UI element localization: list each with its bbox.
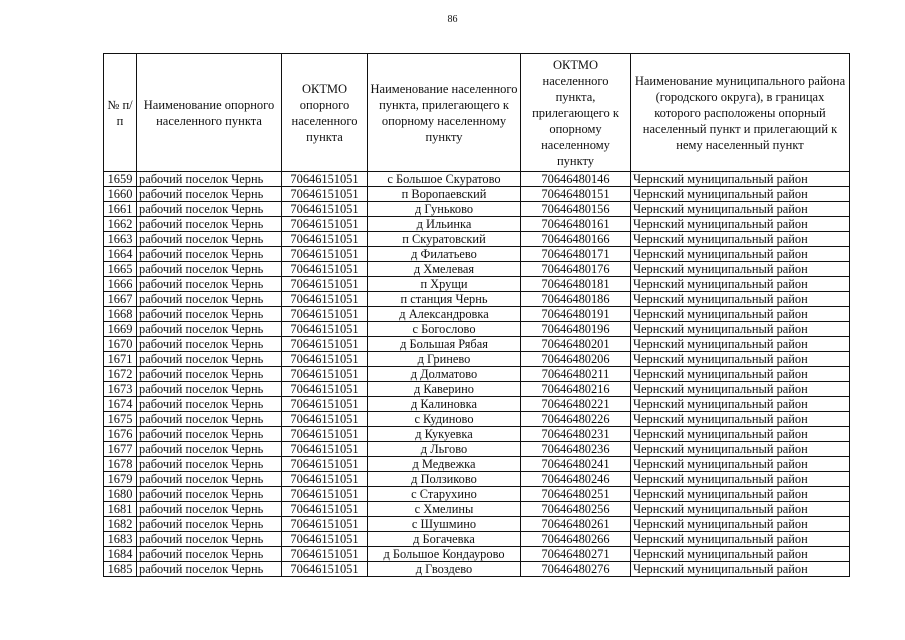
base-oktmo-cell: 70646151051 [282, 472, 368, 487]
adjacent-settlement-cell: д Гуньково [368, 202, 521, 217]
row-number: 1683 [104, 532, 137, 547]
table-row [104, 307, 850, 322]
row-number: 1684 [104, 547, 137, 562]
base-oktmo-cell: 70646151051 [282, 187, 368, 202]
base-oktmo-cell: 70646151051 [282, 277, 368, 292]
adjacent-oktmo-cell: 70646480226 [521, 412, 631, 427]
table-header [104, 54, 850, 172]
row-number: 1685 [104, 562, 137, 577]
adjacent-oktmo-cell: 70646480191 [521, 307, 631, 322]
base-settlement-cell: рабочий поселок Чернь [137, 292, 282, 307]
district-cell: Чернский муниципальный район [631, 487, 850, 502]
base-oktmo-cell: 70646151051 [282, 397, 368, 412]
base-oktmo-cell: 70646151051 [282, 382, 368, 397]
row-number: 1678 [104, 457, 137, 472]
adjacent-oktmo-cell: 70646480206 [521, 352, 631, 367]
base-settlement-cell: рабочий поселок Чернь [137, 442, 282, 457]
header-adjacent-oktmo: ОКТМО населенного пункта, прилегающего к опорному населенному пункту [521, 54, 631, 172]
base-settlement-cell: рабочий поселок Чернь [137, 352, 282, 367]
row-number: 1680 [104, 487, 137, 502]
row-number: 1665 [104, 262, 137, 277]
header-base-settlement: Наименование опорного населенного пункта [137, 54, 282, 172]
table-row [104, 337, 850, 352]
base-oktmo-cell: 70646151051 [282, 322, 368, 337]
district-cell: Чернский муниципальный район [631, 292, 850, 307]
row-number: 1666 [104, 277, 137, 292]
table-row [104, 457, 850, 472]
adjacent-settlement-cell: п Воропаевский [368, 187, 521, 202]
adjacent-oktmo-cell: 70646480156 [521, 202, 631, 217]
table-row [104, 487, 850, 502]
adjacent-oktmo-cell: 70646480216 [521, 382, 631, 397]
adjacent-oktmo-cell: 70646480171 [521, 247, 631, 262]
base-settlement-cell: рабочий поселок Чернь [137, 187, 282, 202]
table-row [104, 202, 850, 217]
row-number: 1662 [104, 217, 137, 232]
row-number: 1661 [104, 202, 137, 217]
adjacent-oktmo-cell: 70646480236 [521, 442, 631, 457]
adjacent-oktmo-cell: 70646480166 [521, 232, 631, 247]
adjacent-settlement-cell: д Гринево [368, 352, 521, 367]
table-row [104, 382, 850, 397]
district-cell: Чернский муниципальный район [631, 442, 850, 457]
adjacent-oktmo-cell: 70646480251 [521, 487, 631, 502]
district-cell: Чернский муниципальный район [631, 397, 850, 412]
table-row [104, 517, 850, 532]
adjacent-oktmo-cell: 70646480161 [521, 217, 631, 232]
row-number: 1671 [104, 352, 137, 367]
base-settlement-cell: рабочий поселок Чернь [137, 322, 282, 337]
district-cell: Чернский муниципальный район [631, 412, 850, 427]
base-settlement-cell: рабочий поселок Чернь [137, 457, 282, 472]
header-row [104, 54, 850, 172]
adjacent-oktmo-cell: 70646480261 [521, 517, 631, 532]
adjacent-oktmo-cell: 70646480276 [521, 562, 631, 577]
header-adjacent-settlement: Наименование населенного пункта, прилегающего к опорному населенному пункту [368, 54, 521, 172]
adjacent-oktmo-cell: 70646480201 [521, 337, 631, 352]
district-cell: Чернский муниципальный район [631, 337, 850, 352]
base-settlement-cell: рабочий поселок Чернь [137, 217, 282, 232]
adjacent-oktmo-cell: 70646480246 [521, 472, 631, 487]
row-number: 1679 [104, 472, 137, 487]
adjacent-settlement-cell: с Хмелины [368, 502, 521, 517]
base-oktmo-cell: 70646151051 [282, 457, 368, 472]
district-cell: Чернский муниципальный район [631, 502, 850, 517]
row-number: 1673 [104, 382, 137, 397]
adjacent-settlement-cell: д Льгово [368, 442, 521, 457]
base-settlement-cell: рабочий поселок Чернь [137, 472, 282, 487]
adjacent-settlement-cell: д Филатьево [368, 247, 521, 262]
adjacent-oktmo-cell: 70646480231 [521, 427, 631, 442]
row-number: 1674 [104, 397, 137, 412]
base-settlement-cell: рабочий поселок Чернь [137, 337, 282, 352]
row-number: 1682 [104, 517, 137, 532]
base-oktmo-cell: 70646151051 [282, 232, 368, 247]
base-settlement-cell: рабочий поселок Чернь [137, 382, 282, 397]
base-oktmo-cell: 70646151051 [282, 547, 368, 562]
base-settlement-cell: рабочий поселок Чернь [137, 307, 282, 322]
row-number: 1664 [104, 247, 137, 262]
base-oktmo-cell: 70646151051 [282, 172, 368, 187]
table-row [104, 502, 850, 517]
district-cell: Чернский муниципальный район [631, 247, 850, 262]
base-settlement-cell: рабочий поселок Чернь [137, 532, 282, 547]
table-row [104, 532, 850, 547]
adjacent-settlement-cell: с Старухино [368, 487, 521, 502]
adjacent-settlement-cell: д Каверино [368, 382, 521, 397]
district-cell: Чернский муниципальный район [631, 382, 850, 397]
base-oktmo-cell: 70646151051 [282, 352, 368, 367]
header-district: Наименование муниципального района (городского округа), в границах которого расположены опорный населенный пункт и прилегающий к нему населенный пункт [631, 54, 850, 172]
adjacent-settlement-cell: д Большое Кондаурово [368, 547, 521, 562]
district-cell: Чернский муниципальный район [631, 532, 850, 547]
base-settlement-cell: рабочий поселок Чернь [137, 412, 282, 427]
table-row [104, 367, 850, 382]
district-cell: Чернский муниципальный район [631, 172, 850, 187]
table-row [104, 322, 850, 337]
adjacent-settlement-cell: д Ильинка [368, 217, 521, 232]
base-oktmo-cell: 70646151051 [282, 202, 368, 217]
row-number: 1668 [104, 307, 137, 322]
table-row [104, 217, 850, 232]
table-row [104, 397, 850, 412]
base-settlement-cell: рабочий поселок Чернь [137, 277, 282, 292]
row-number: 1659 [104, 172, 137, 187]
adjacent-oktmo-cell: 70646480221 [521, 397, 631, 412]
base-oktmo-cell: 70646151051 [282, 217, 368, 232]
adjacent-settlement-cell: с Шушмино [368, 517, 521, 532]
adjacent-oktmo-cell: 70646480271 [521, 547, 631, 562]
district-cell: Чернский муниципальный район [631, 547, 850, 562]
district-cell: Чернский муниципальный район [631, 202, 850, 217]
district-cell: Чернский муниципальный район [631, 277, 850, 292]
adjacent-settlement-cell: д Кукуевка [368, 427, 521, 442]
table-row [104, 277, 850, 292]
base-oktmo-cell: 70646151051 [282, 427, 368, 442]
page-number: 86 [447, 14, 458, 25]
adjacent-oktmo-cell: 70646480146 [521, 172, 631, 187]
table-row [104, 547, 850, 562]
adjacent-oktmo-cell: 70646480241 [521, 457, 631, 472]
table-row [104, 427, 850, 442]
adjacent-settlement-cell: д Ползиково [368, 472, 521, 487]
adjacent-settlement-cell: с Кудиново [368, 412, 521, 427]
base-settlement-cell: рабочий поселок Чернь [137, 427, 282, 442]
district-cell: Чернский муниципальный район [631, 232, 850, 247]
district-cell: Чернский муниципальный район [631, 427, 850, 442]
district-cell: Чернский муниципальный район [631, 187, 850, 202]
adjacent-settlement-cell: д Хмелевая [368, 262, 521, 277]
settlements-table [103, 53, 850, 577]
row-number: 1681 [104, 502, 137, 517]
base-oktmo-cell: 70646151051 [282, 412, 368, 427]
table-body [104, 172, 850, 577]
base-settlement-cell: рабочий поселок Чернь [137, 502, 282, 517]
base-oktmo-cell: 70646151051 [282, 502, 368, 517]
base-oktmo-cell: 70646151051 [282, 367, 368, 382]
adjacent-settlement-cell: с Богослово [368, 322, 521, 337]
adjacent-settlement-cell: д Долматово [368, 367, 521, 382]
base-settlement-cell: рабочий поселок Чернь [137, 397, 282, 412]
table-row [104, 442, 850, 457]
table-row [104, 232, 850, 247]
base-oktmo-cell: 70646151051 [282, 562, 368, 577]
adjacent-settlement-cell: д Медвежка [368, 457, 521, 472]
base-settlement-cell: рабочий поселок Чернь [137, 262, 282, 277]
table-row [104, 472, 850, 487]
table-row [104, 187, 850, 202]
district-cell: Чернский муниципальный район [631, 262, 850, 277]
base-settlement-cell: рабочий поселок Чернь [137, 172, 282, 187]
base-settlement-cell: рабочий поселок Чернь [137, 247, 282, 262]
base-oktmo-cell: 70646151051 [282, 292, 368, 307]
district-cell: Чернский муниципальный район [631, 367, 850, 382]
adjacent-oktmo-cell: 70646480151 [521, 187, 631, 202]
row-number: 1672 [104, 367, 137, 382]
table-row [104, 412, 850, 427]
adjacent-settlement-cell: д Богачевка [368, 532, 521, 547]
adjacent-oktmo-cell: 70646480196 [521, 322, 631, 337]
row-number: 1667 [104, 292, 137, 307]
base-settlement-cell: рабочий поселок Чернь [137, 487, 282, 502]
adjacent-oktmo-cell: 70646480186 [521, 292, 631, 307]
row-number: 1676 [104, 427, 137, 442]
row-number: 1663 [104, 232, 137, 247]
adjacent-oktmo-cell: 70646480176 [521, 262, 631, 277]
adjacent-oktmo-cell: 70646480266 [521, 532, 631, 547]
header-number: № п/п [104, 54, 137, 172]
adjacent-settlement-cell: д Гвоздево [368, 562, 521, 577]
adjacent-oktmo-cell: 70646480181 [521, 277, 631, 292]
adjacent-settlement-cell: п Скуратовский [368, 232, 521, 247]
base-settlement-cell: рабочий поселок Чернь [137, 367, 282, 382]
district-cell: Чернский муниципальный район [631, 307, 850, 322]
adjacent-settlement-cell: д Александровка [368, 307, 521, 322]
district-cell: Чернский муниципальный район [631, 217, 850, 232]
table-row [104, 292, 850, 307]
base-oktmo-cell: 70646151051 [282, 487, 368, 502]
adjacent-settlement-cell: п Хрущи [368, 277, 521, 292]
adjacent-oktmo-cell: 70646480211 [521, 367, 631, 382]
table-row [104, 262, 850, 277]
district-cell: Чернский муниципальный район [631, 352, 850, 367]
row-number: 1675 [104, 412, 137, 427]
adjacent-settlement-cell: д Большая Рябая [368, 337, 521, 352]
base-settlement-cell: рабочий поселок Чернь [137, 562, 282, 577]
base-oktmo-cell: 70646151051 [282, 337, 368, 352]
district-cell: Чернский муниципальный район [631, 322, 850, 337]
district-cell: Чернский муниципальный район [631, 562, 850, 577]
row-number: 1669 [104, 322, 137, 337]
row-number: 1677 [104, 442, 137, 457]
table-row [104, 172, 850, 187]
base-oktmo-cell: 70646151051 [282, 442, 368, 457]
base-oktmo-cell: 70646151051 [282, 247, 368, 262]
table-row [104, 352, 850, 367]
base-settlement-cell: рабочий поселок Чернь [137, 547, 282, 562]
row-number: 1660 [104, 187, 137, 202]
base-settlement-cell: рабочий поселок Чернь [137, 517, 282, 532]
adjacent-settlement-cell: д Калиновка [368, 397, 521, 412]
base-settlement-cell: рабочий поселок Чернь [137, 202, 282, 217]
district-cell: Чернский муниципальный район [631, 472, 850, 487]
adjacent-settlement-cell: п станция Чернь [368, 292, 521, 307]
table-row [104, 247, 850, 262]
base-oktmo-cell: 70646151051 [282, 307, 368, 322]
header-base-oktmo: ОКТМО опорного населенного пункта [282, 54, 368, 172]
adjacent-settlement-cell: с Большое Скуратово [368, 172, 521, 187]
base-oktmo-cell: 70646151051 [282, 517, 368, 532]
district-cell: Чернский муниципальный район [631, 457, 850, 472]
base-settlement-cell: рабочий поселок Чернь [137, 232, 282, 247]
district-cell: Чернский муниципальный район [631, 517, 850, 532]
table-row [104, 562, 850, 577]
row-number: 1670 [104, 337, 137, 352]
base-oktmo-cell: 70646151051 [282, 262, 368, 277]
base-oktmo-cell: 70646151051 [282, 532, 368, 547]
adjacent-oktmo-cell: 70646480256 [521, 502, 631, 517]
